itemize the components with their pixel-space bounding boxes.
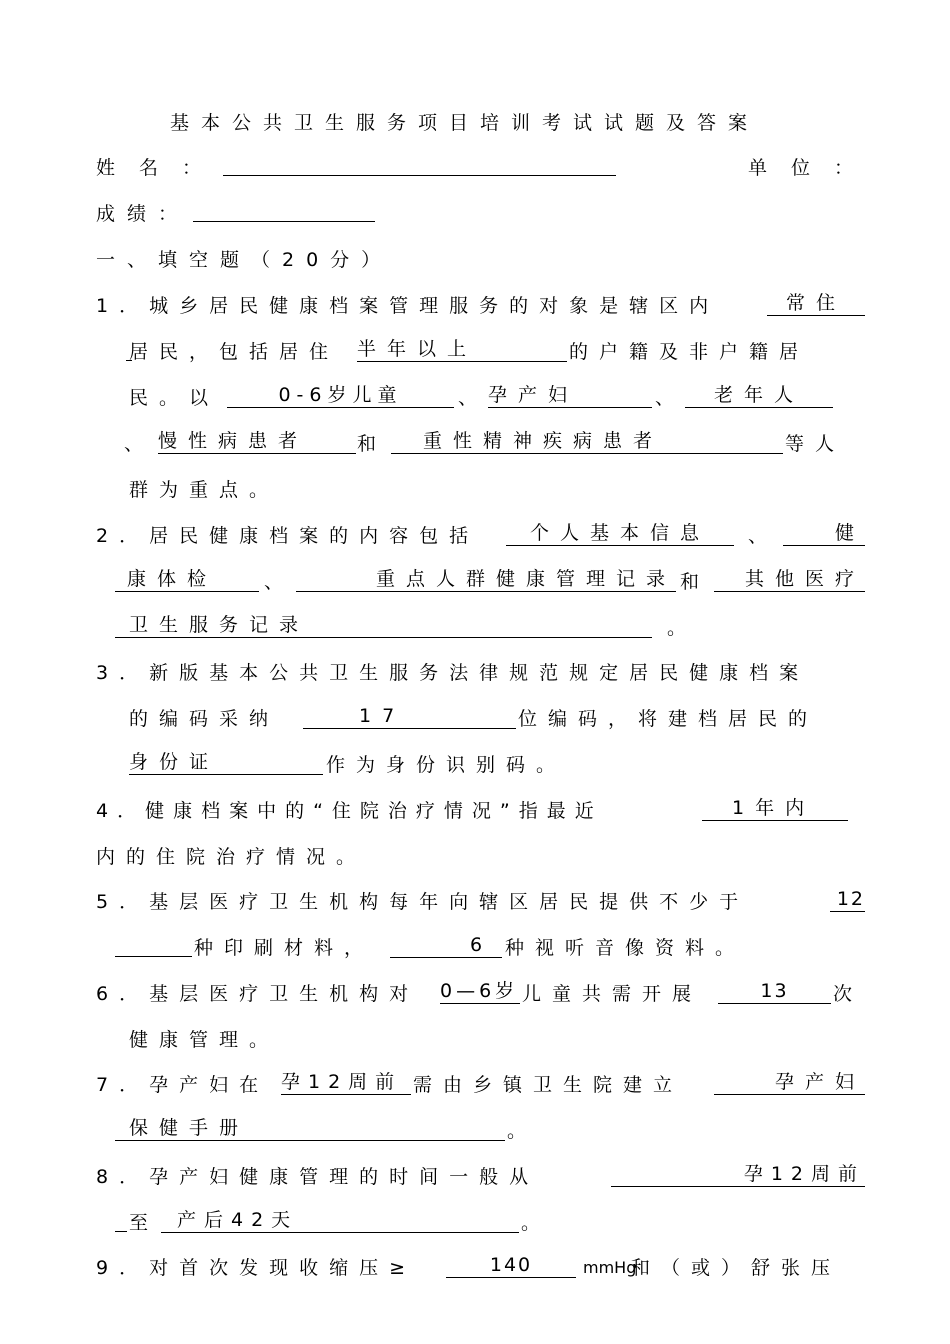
q5-line2-b: 种视听音像资料。 [505, 937, 746, 959]
q1-underline-stub [126, 360, 132, 361]
q9-line1-b: 和（或）舒张压 [631, 1257, 842, 1279]
q2-and: 和 [680, 571, 711, 593]
q6-line1-c: 次 [833, 983, 864, 1005]
q9-answer-1: 140 [446, 1253, 576, 1278]
q1-line1: 1．城乡居民健康档案管理服务的对象是辖区内 [96, 295, 720, 317]
q6-line2: 健康管理。 [129, 1029, 280, 1051]
q1-line3-a: 民。以 [129, 387, 220, 409]
q1-line5: 群为重点。 [129, 479, 280, 501]
q3-line2-a: 的编码采纳 [129, 708, 280, 730]
q7-answer-1b: 保健手册 [115, 1116, 505, 1141]
page-title: 基本公共卫生服务项目培训考试试题及答案 [170, 112, 760, 134]
q2-answer-3: 重点人群健康管理记录 [296, 567, 676, 592]
q8-line2-a: 至 [129, 1212, 160, 1234]
q1-answer-7: 重性精神疾病患者 [391, 429, 783, 454]
q2-answer-2b: 康体检 [115, 567, 259, 592]
score-blank[interactable] [193, 221, 375, 222]
q8-end: 。 [521, 1212, 552, 1234]
q4-answer-1: 1年内 [702, 796, 848, 821]
q3-line1: 3．新版基本公共卫生服务法律规范规定居民健康档案 [96, 662, 810, 684]
q1-sep-3: 、 [124, 433, 155, 455]
q2-answer-1: 个人基本信息 [506, 521, 734, 546]
q2-answer-4b: 卫生服务记录 [115, 613, 652, 638]
q5-line2-a: 种印刷材料， [194, 937, 375, 959]
q3-line3-b: 作为身份识别码。 [326, 754, 567, 776]
q1-and: 和 [357, 433, 388, 455]
q1-answer-6: 慢性病患者 [158, 429, 356, 454]
q2-answer-4a: 其他医疗 [714, 567, 865, 592]
name-label: 姓名： [96, 157, 226, 179]
q4-line1: 4．健康档案中的“住院治疗情况”指最近 [96, 800, 603, 822]
q2-sep-1: 、 [748, 525, 779, 547]
q9-unit: mmHg [583, 1258, 637, 1277]
q1-line4-tail: 等人 [785, 433, 846, 455]
q8-line1-a: 8．孕产妇健康管理的时间一般从 [96, 1166, 540, 1188]
q1-sep-2: 、 [655, 387, 686, 409]
q8-underline-stub [115, 1231, 127, 1232]
q7-line1-b: 需由乡镇卫生院建立 [413, 1074, 684, 1096]
q3-answer-1: 17 [303, 704, 516, 729]
q1-answer-4: 孕产妇 [488, 383, 652, 408]
q1-line2-b: 的户籍及非户籍居 [569, 341, 810, 363]
q2-answer-2a: 健 [783, 521, 865, 546]
q5-answer-1-cont [115, 956, 192, 957]
q1-answer-3: 0-6岁儿童 [227, 383, 454, 408]
q1-answer-2: 半年以上 [357, 337, 567, 362]
unit-label: 单位： [748, 157, 878, 179]
q1-answer-1: 常住 [767, 291, 865, 316]
q8-answer-1: 孕12周前 [611, 1162, 865, 1187]
q6-line1-a: 6．基层医疗卫生机构对 [96, 983, 420, 1005]
q2-line1: 2．居民健康档案的内容包括 [96, 525, 480, 547]
q2-end: 。 [667, 617, 698, 639]
q3-line2-b: 位编码，将建档居民的 [518, 708, 819, 730]
q2-sep-2: 、 [264, 571, 295, 593]
q7-end: 。 [507, 1120, 538, 1142]
q7-time: 孕12周前 [281, 1070, 411, 1095]
q6-answer-1: 13 [718, 979, 831, 1004]
q5-answer-2: 6 [390, 933, 502, 958]
q9-line1-a: 9．对首次发现收缩压≥ [96, 1257, 417, 1279]
q7-line1-a: 7．孕产妇在 [96, 1074, 270, 1096]
section-heading: 一、填空题（20分） [96, 249, 393, 271]
q4-line2: 内的住院治疗情况。 [96, 846, 367, 868]
q1-sep-1: 、 [458, 387, 489, 409]
q8-answer-2: 产后42天 [161, 1208, 519, 1233]
q1-line2-a: 居民，包括居住 [129, 341, 340, 363]
score-label: 成绩： [96, 203, 190, 225]
q5-answer-1: 12 [830, 887, 865, 912]
q3-answer-2: 身份证 [129, 750, 323, 775]
q7-answer-1a: 孕产妇 [714, 1070, 865, 1095]
name-blank[interactable] [223, 175, 616, 176]
q1-answer-5: 老年人 [685, 383, 833, 408]
q5-line1: 5．基层医疗卫生机构每年向辖区居民提供不少于 [96, 891, 750, 913]
q6-line1-b: 儿童共需开展 [522, 983, 703, 1005]
q6-age-range: 0—6岁 [440, 980, 519, 1002]
